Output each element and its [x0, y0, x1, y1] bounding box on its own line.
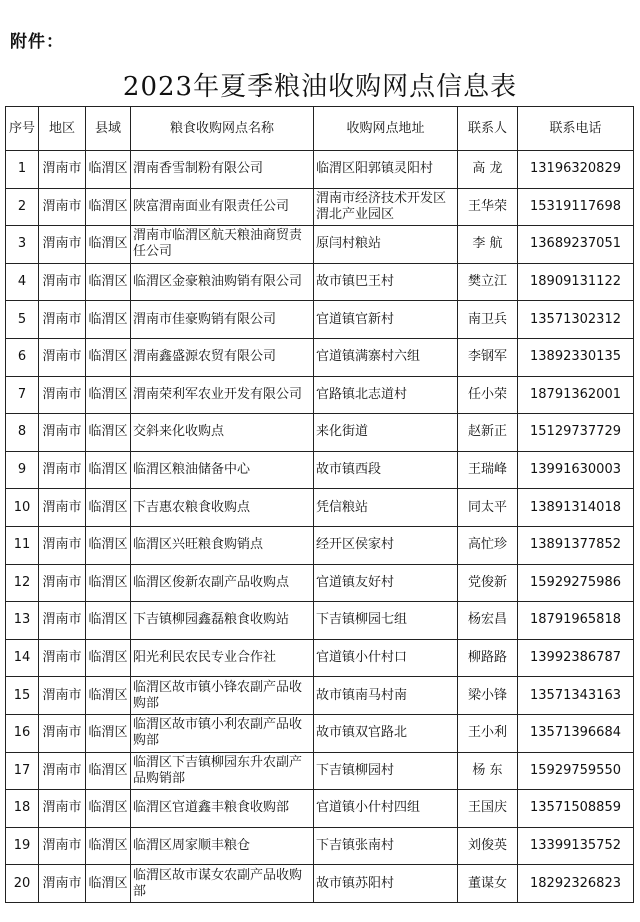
- cell-contact: 李钢军: [458, 338, 518, 376]
- cell-region: 渭南市: [39, 714, 86, 752]
- table-row: [6, 677, 634, 715]
- cell-region: 渭南市: [39, 188, 86, 226]
- cell-address: 故市镇巴王村: [314, 263, 458, 301]
- cell-county: 临渭区: [86, 639, 131, 677]
- cell-point-name: 临渭区官道鑫丰粮食收购部: [131, 790, 314, 828]
- cell-contact: 王国庆: [458, 790, 518, 828]
- cell-region: 渭南市: [39, 414, 86, 452]
- cell-point-name: 渭南荣利军农业开发有限公司: [131, 376, 314, 414]
- cell-phone: 15929759550: [518, 752, 634, 790]
- table-row: [6, 489, 634, 527]
- cell-index: 19: [6, 827, 39, 865]
- cell-contact: 杨 东: [458, 752, 518, 790]
- cell-address: 官道镇满寨村六组: [314, 338, 458, 376]
- cell-address: 来化街道: [314, 414, 458, 452]
- cell-phone: 18791965818: [518, 602, 634, 640]
- header-point-name: 粮食收购网点名称: [131, 107, 314, 151]
- table-row: [6, 752, 634, 790]
- cell-county: 临渭区: [86, 827, 131, 865]
- cell-county: 临渭区: [86, 602, 131, 640]
- cell-county: 临渭区: [86, 301, 131, 339]
- cell-index: 17: [6, 752, 39, 790]
- cell-point-name: 阳光利民农民专业合作社: [131, 639, 314, 677]
- cell-county: 临渭区: [86, 151, 131, 189]
- cell-phone: 15129737729: [518, 414, 634, 452]
- cell-index: 5: [6, 301, 39, 339]
- cell-phone: 13196320829: [518, 151, 634, 189]
- purchase-points-table: [5, 106, 634, 903]
- header-contact: 联系人: [458, 107, 518, 151]
- table-row: [6, 188, 634, 226]
- cell-region: 渭南市: [39, 752, 86, 790]
- cell-region: 渭南市: [39, 564, 86, 602]
- table-row: [6, 714, 634, 752]
- cell-index: 2: [6, 188, 39, 226]
- cell-index: 16: [6, 714, 39, 752]
- cell-region: 渭南市: [39, 301, 86, 339]
- cell-index: 3: [6, 226, 39, 264]
- cell-contact: 赵新正: [458, 414, 518, 452]
- cell-contact: 董谋女: [458, 865, 518, 903]
- table-row: [6, 639, 634, 677]
- table-row: [6, 338, 634, 376]
- page-title: 2023年夏季粮油收购网点信息表: [122, 72, 518, 102]
- cell-point-name: 交斜来化收购点: [131, 414, 314, 452]
- cell-contact: 杨宏昌: [458, 602, 518, 640]
- cell-index: 14: [6, 639, 39, 677]
- cell-contact: 李 航: [458, 226, 518, 264]
- table-row: [6, 602, 634, 640]
- cell-county: 临渭区: [86, 526, 131, 564]
- cell-address: 官路镇北志道村: [314, 376, 458, 414]
- table-row: [6, 790, 634, 828]
- cell-phone: 18292326823: [518, 865, 634, 903]
- cell-index: 18: [6, 790, 39, 828]
- cell-phone: 13399135752: [518, 827, 634, 865]
- table-row: [6, 263, 634, 301]
- cell-phone: 15929275986: [518, 564, 634, 602]
- cell-point-name: 下吉镇柳园鑫磊粮食收购站: [131, 602, 314, 640]
- cell-index: 10: [6, 489, 39, 527]
- cell-point-name: 临渭区兴旺粮食购销点: [131, 526, 314, 564]
- cell-address: 故市镇南马村南: [314, 677, 458, 715]
- cell-county: 临渭区: [86, 752, 131, 790]
- header-address: 收购网点地址: [314, 107, 458, 151]
- cell-phone: 13571508859: [518, 790, 634, 828]
- cell-contact: 王瑞峰: [458, 451, 518, 489]
- cell-region: 渭南市: [39, 526, 86, 564]
- header-phone: 联系电话: [518, 107, 634, 151]
- cell-county: 临渭区: [86, 451, 131, 489]
- table-row: [6, 414, 634, 452]
- cell-county: 临渭区: [86, 226, 131, 264]
- cell-address: 故市镇西段: [314, 451, 458, 489]
- table-row: [6, 564, 634, 602]
- cell-address: 凭信粮站: [314, 489, 458, 527]
- cell-phone: 13991630003: [518, 451, 634, 489]
- cell-point-name: 临渭区故市谋女农副产品收购部: [131, 865, 314, 903]
- cell-region: 渭南市: [39, 338, 86, 376]
- table-row: [6, 301, 634, 339]
- cell-point-name: 渭南市临渭区航天粮油商贸责任公司: [131, 226, 314, 264]
- cell-contact: 同太平: [458, 489, 518, 527]
- cell-phone: 13571302312: [518, 301, 634, 339]
- cell-county: 临渭区: [86, 714, 131, 752]
- cell-region: 渭南市: [39, 489, 86, 527]
- header-county: 县域: [86, 107, 131, 151]
- cell-region: 渭南市: [39, 602, 86, 640]
- cell-county: 临渭区: [86, 677, 131, 715]
- table-header-row: [6, 107, 634, 151]
- cell-region: 渭南市: [39, 790, 86, 828]
- cell-phone: 13992386787: [518, 639, 634, 677]
- cell-address: 经开区侯家村: [314, 526, 458, 564]
- cell-point-name: 陕富渭南面业有限责任公司: [131, 188, 314, 226]
- cell-phone: 13689237051: [518, 226, 634, 264]
- cell-address: 官道镇小什村四组: [314, 790, 458, 828]
- cell-point-name: 渭南香雪制粉有限公司: [131, 151, 314, 189]
- cell-county: 临渭区: [86, 489, 131, 527]
- cell-county: 临渭区: [86, 790, 131, 828]
- table-row: [6, 526, 634, 564]
- cell-point-name: 下吉惠农粮食收购点: [131, 489, 314, 527]
- cell-point-name: 渭南市佳豪购销有限公司: [131, 301, 314, 339]
- cell-address: 故市镇苏阳村: [314, 865, 458, 903]
- cell-index: 7: [6, 376, 39, 414]
- table-row: [6, 151, 634, 189]
- cell-index: 9: [6, 451, 39, 489]
- cell-region: 渭南市: [39, 677, 86, 715]
- cell-address: 渭南市经济技术开发区渭北产业园区: [314, 188, 458, 226]
- cell-index: 8: [6, 414, 39, 452]
- cell-region: 渭南市: [39, 639, 86, 677]
- cell-address: 官道镇友好村: [314, 564, 458, 602]
- cell-point-name: 临渭区周家顺丰粮仓: [131, 827, 314, 865]
- cell-contact: 樊立江: [458, 263, 518, 301]
- cell-address: 官道镇小什村口: [314, 639, 458, 677]
- cell-contact: 王小利: [458, 714, 518, 752]
- cell-phone: 13892330135: [518, 338, 634, 376]
- table-row: [6, 827, 634, 865]
- cell-county: 临渭区: [86, 188, 131, 226]
- header-index: 序号: [6, 107, 39, 151]
- cell-point-name: 临渭区粮油储备中心: [131, 451, 314, 489]
- table-row: [6, 226, 634, 264]
- cell-region: 渭南市: [39, 151, 86, 189]
- cell-phone: 13891377852: [518, 526, 634, 564]
- table-row: [6, 865, 634, 903]
- cell-contact: 高忙珍: [458, 526, 518, 564]
- cell-index: 15: [6, 677, 39, 715]
- cell-address: 下吉镇张南村: [314, 827, 458, 865]
- cell-index: 1: [6, 151, 39, 189]
- cell-contact: 党俊新: [458, 564, 518, 602]
- cell-county: 临渭区: [86, 414, 131, 452]
- cell-index: 13: [6, 602, 39, 640]
- cell-region: 渭南市: [39, 865, 86, 903]
- cell-index: 4: [6, 263, 39, 301]
- cell-region: 渭南市: [39, 827, 86, 865]
- cell-contact: 柳路路: [458, 639, 518, 677]
- cell-county: 临渭区: [86, 376, 131, 414]
- table-row: [6, 376, 634, 414]
- cell-address: 官道镇官新村: [314, 301, 458, 339]
- cell-county: 临渭区: [86, 865, 131, 903]
- cell-county: 临渭区: [86, 263, 131, 301]
- cell-county: 临渭区: [86, 338, 131, 376]
- cell-region: 渭南市: [39, 263, 86, 301]
- cell-phone: 13891314018: [518, 489, 634, 527]
- cell-address: 故市镇双官路北: [314, 714, 458, 752]
- cell-index: 11: [6, 526, 39, 564]
- cell-contact: 高 龙: [458, 151, 518, 189]
- cell-region: 渭南市: [39, 226, 86, 264]
- cell-point-name: 临渭区金豪粮油购销有限公司: [131, 263, 314, 301]
- cell-index: 12: [6, 564, 39, 602]
- cell-point-name: 临渭区下吉镇柳园东升农副产品购销部: [131, 752, 314, 790]
- cell-region: 渭南市: [39, 376, 86, 414]
- cell-phone: 18791362001: [518, 376, 634, 414]
- cell-address: 下吉镇柳园七组: [314, 602, 458, 640]
- cell-address: 下吉镇柳园村: [314, 752, 458, 790]
- cell-index: 6: [6, 338, 39, 376]
- cell-contact: 梁小锋: [458, 677, 518, 715]
- cell-region: 渭南市: [39, 451, 86, 489]
- cell-point-name: 临渭区故市镇小锋农副产品收购部: [131, 677, 314, 715]
- cell-contact: 王华荣: [458, 188, 518, 226]
- cell-address: 原闫村粮站: [314, 226, 458, 264]
- attachment-label: 附件：: [10, 32, 64, 52]
- cell-phone: 13571396684: [518, 714, 634, 752]
- header-region: 地区: [39, 107, 86, 151]
- cell-contact: 任小荣: [458, 376, 518, 414]
- cell-contact: 南卫兵: [458, 301, 518, 339]
- cell-point-name: 临渭区故市镇小利农副产品收购部: [131, 714, 314, 752]
- table-row: [6, 451, 634, 489]
- cell-phone: 13571343163: [518, 677, 634, 715]
- cell-address: 临渭区阳郭镇灵阳村: [314, 151, 458, 189]
- cell-point-name: 临渭区俊新农副产品收购点: [131, 564, 314, 602]
- cell-point-name: 渭南鑫盛源农贸有限公司: [131, 338, 314, 376]
- cell-contact: 刘俊英: [458, 827, 518, 865]
- cell-phone: 15319117698: [518, 188, 634, 226]
- cell-index: 20: [6, 865, 39, 903]
- cell-county: 临渭区: [86, 564, 131, 602]
- cell-phone: 18909131122: [518, 263, 634, 301]
